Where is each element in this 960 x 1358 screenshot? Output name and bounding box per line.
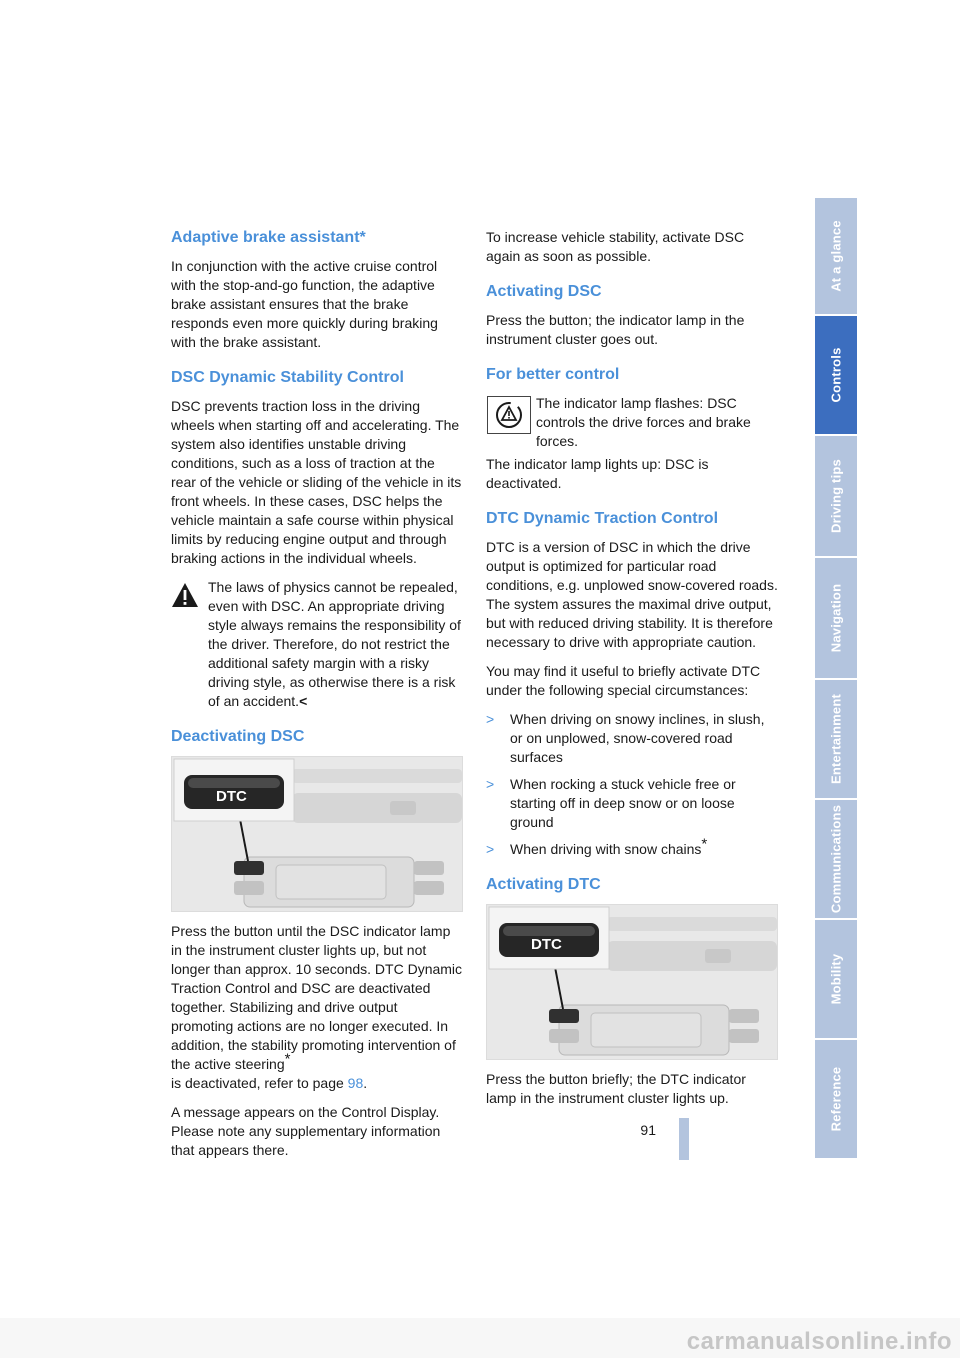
list-item: > When driving with snow chains* [486, 835, 708, 857]
list-item: > When driving on snowy inclines, in slush, or on unplowed, snow-covered road surfaces [486, 711, 765, 765]
paragraph-message: A message appears on the Control Display. Please note any supplementary information that appears there. [171, 1104, 441, 1158]
tab-entertainment[interactable]: Entertainment [815, 680, 857, 800]
page-marker-bar [679, 1118, 689, 1160]
paragraph-adaptive-brake: In conjunction with the active cruise control with the stop-and-go function, the adaptive brake assistant ensures that the brake responds even more quickly during braking with the brake assistant. [171, 258, 438, 350]
watermark-text: carmanualsonline.info [686, 1328, 952, 1355]
heading-activating-dtc: Activating DTC [486, 876, 601, 893]
paragraph-press-button: Press the button until the DSC indicator lamp in the instrument cluster lights up, but not longer than approx. 10 seconds. DTC Dynamic Traction Control and DSC are deactivated together. Stabilizing and drive output promoting actions are no longer executed. In addition, the stability promoting intervention of the active steering* is deactivated, refer to page 98. [171, 923, 463, 1091]
indicator-flash-text: The indicator lamp flashes: DSC controls the drive forces and brake forces. [536, 395, 751, 449]
heading-better-control: For better control [486, 366, 620, 383]
indicator-lamp-note [486, 394, 778, 451]
dashboard-illustration [172, 757, 463, 912]
left-column [171, 228, 463, 1170]
optional-star: * [701, 835, 708, 853]
bullet-icon: > [486, 776, 495, 792]
tab-controls[interactable]: Controls [815, 316, 857, 436]
dtc-button-label: DTC [216, 788, 247, 805]
paragraph-activating-dsc: Press the button; the indicator lamp in the instrument cluster goes out. [486, 312, 745, 347]
page-link[interactable]: 98 [347, 1075, 364, 1091]
paragraph-indicator-lights: The indicator lamp lights up: DSC is deactivated. [486, 456, 709, 491]
heading-dsc: DSC Dynamic Stability Control [171, 369, 404, 386]
tab-driving-tips[interactable]: Driving tips [815, 436, 857, 558]
heading-adaptive-brake-assistant: Adaptive brake assistant* [171, 229, 366, 246]
watermark-strip [0, 1318, 960, 1358]
dashboard-illustration [487, 905, 778, 1060]
warning-note [171, 578, 463, 711]
dtc-button-label: DTC [531, 936, 562, 953]
page-number: 91 [640, 1122, 656, 1138]
dsc-button-figure [171, 756, 463, 912]
heading-activating-dsc: Activating DSC [486, 283, 602, 300]
press-text-b: is deactivated, refer to page [171, 1075, 348, 1091]
end-mark-icon: < [299, 693, 308, 709]
paragraph-dsc: DSC prevents traction loss in the driving wheels when starting off and accelerating. The system also identifies unstable driving conditions, such as a loss of traction at the rear of the vehicle or sliding of the vehicle in its front wheels. In these cases, DSC helps the vehicle maintain a safe course within physical limits by reducing engine output and through braking actions in the individual wheels. [171, 398, 462, 566]
warning-text: The laws of physics cannot be repealed, even with DSC. An appropriate driving style always remains the responsibility of the driver. Therefore, do not restrict the additional safety margin with a risky driving style, as otherwise there is a risk of an accident. [208, 579, 461, 709]
dtc-button-figure [486, 904, 778, 1060]
paragraph-useful: You may find it useful to briefly activate DTC under the following special circumstances: [486, 663, 761, 698]
chapter-tab-bar [815, 198, 857, 1160]
paragraph-activating-dtc: Press the button briefly; the DTC indicator lamp in the instrument cluster lights up. [486, 1071, 746, 1106]
tab-at-a-glance[interactable]: At a glance [815, 198, 857, 316]
heading-dtc: DTC Dynamic Traction Control [486, 510, 719, 527]
paragraph-dtc: DTC is a version of DSC in which the drive output is optimized for particular road conditions, e.g. unplowed snow-covered roads. The system assures the maximal drive output, but with reduced driving stability. It is therefore necessary to drive with appropriate caution. [486, 539, 778, 650]
circumstances-list [486, 710, 778, 859]
optional-star: * [284, 1050, 291, 1068]
warning-triangle-icon [171, 582, 199, 608]
tab-navigation[interactable]: Navigation [815, 558, 857, 680]
list-item: > When rocking a stuck vehicle free or starting off in deep snow or on loose ground [486, 776, 736, 830]
tab-mobility[interactable]: Mobility [815, 920, 857, 1040]
paragraph-increase-stability: To increase vehicle stability, activate DSC again as soon as possible. [486, 229, 745, 264]
bullet-icon: > [486, 841, 495, 857]
right-column [486, 228, 778, 1118]
tab-reference[interactable]: Reference [815, 1040, 857, 1160]
bullet-icon: > [486, 711, 495, 727]
tab-communications[interactable]: Communications [815, 800, 857, 920]
heading-deactivating-dsc: Deactivating DSC [171, 728, 305, 745]
press-text-a: Press the button until the DSC indicator lamp in the instrument cluster lights up, but not longer than approx. 10 seconds. DTC Dynamic Traction Control and DSC are deactivated together. Stabilizing and drive output promoting actions are no longer executed. In addition, the stability promoting intervention of the active steering [171, 923, 463, 1072]
dsc-indicator-icon [487, 396, 531, 434]
